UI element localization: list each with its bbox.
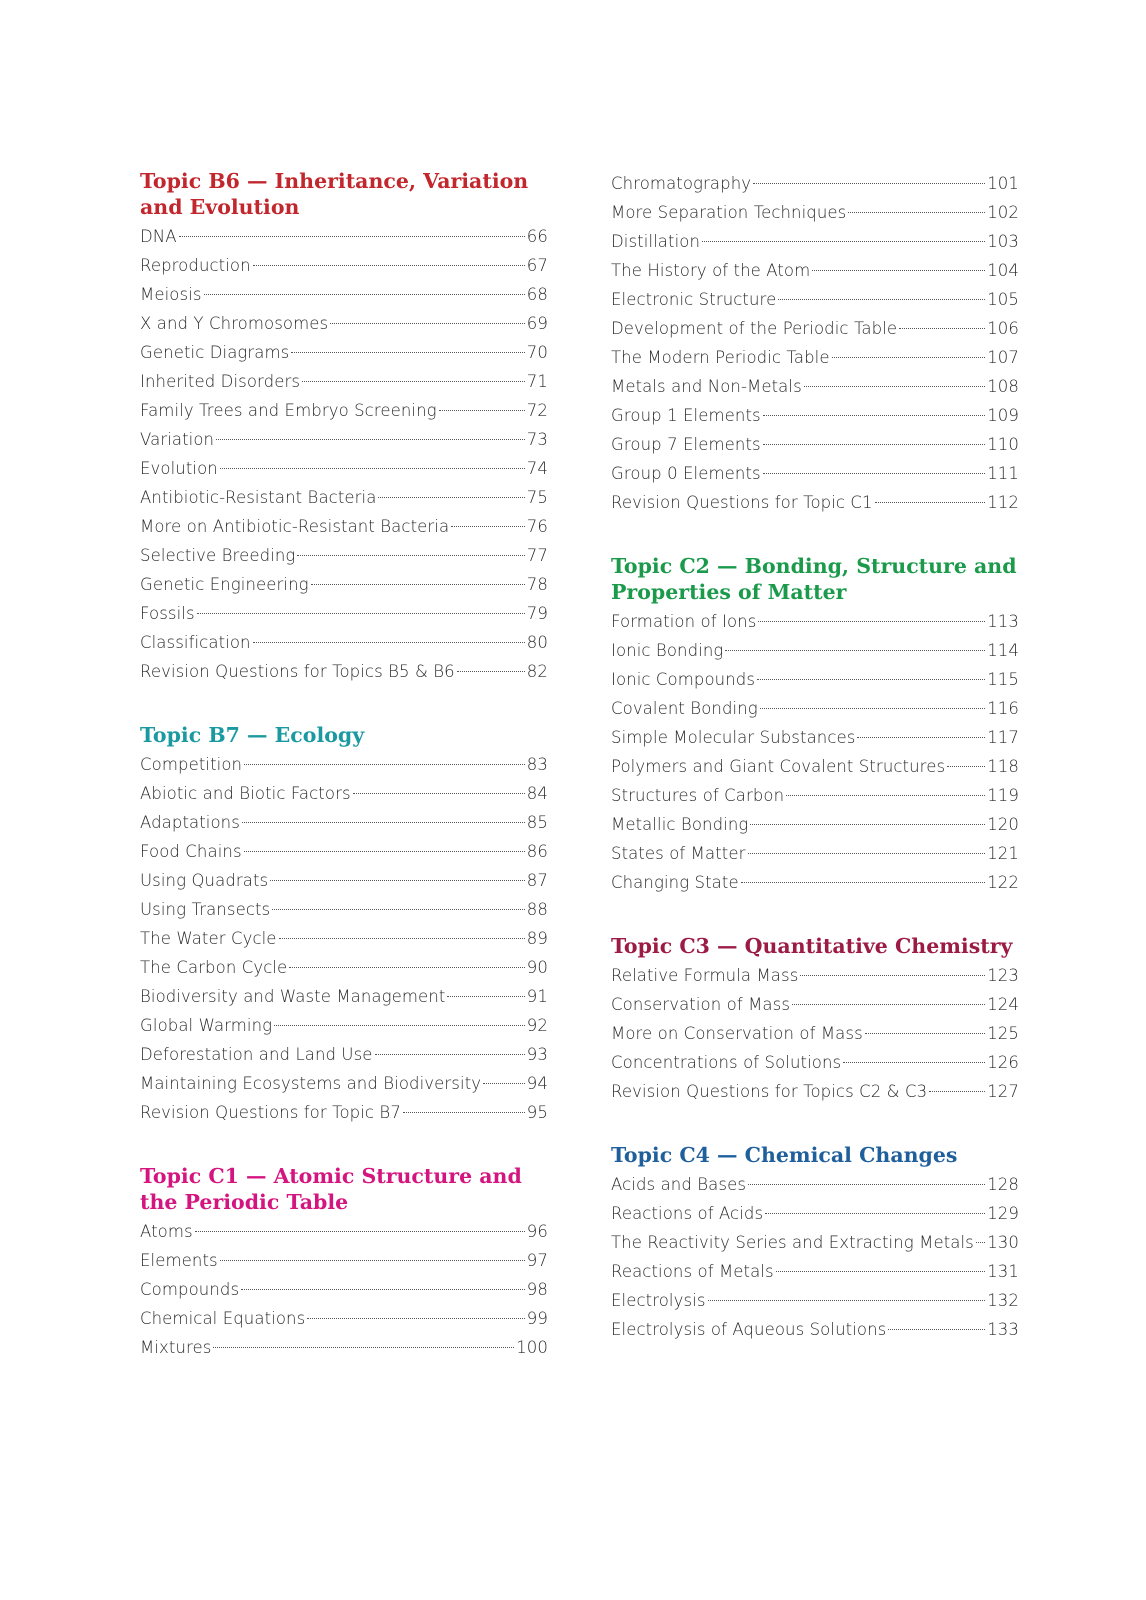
toc-entry[interactable]	[140, 222, 548, 251]
toc-entry-title: DNA	[140, 227, 177, 246]
toc-entry[interactable]	[611, 723, 1019, 752]
toc-entry-title: Classification	[140, 633, 251, 652]
dot-leader	[302, 381, 525, 382]
toc-entry-title: Chemical Equations	[140, 1309, 306, 1328]
toc-entry[interactable]	[611, 694, 1019, 723]
toc-entry-title: The Carbon Cycle	[140, 958, 288, 977]
toc-entry-title: Meiosis	[140, 285, 202, 304]
toc-entry-page-number: 96	[526, 1222, 548, 1241]
toc-entry-page-number: 127	[987, 1082, 1019, 1101]
toc-entry-title: Formation of Ions	[611, 612, 757, 631]
dot-leader	[291, 352, 524, 353]
toc-entry[interactable]	[611, 781, 1019, 810]
toc-entry[interactable]	[140, 1275, 548, 1304]
toc-entry-title: Ionic Bonding	[611, 641, 724, 660]
dot-leader	[307, 1318, 525, 1319]
toc-entry[interactable]	[611, 1257, 1019, 1286]
dot-leader	[888, 1329, 985, 1330]
toc-entry[interactable]	[140, 1040, 548, 1069]
dot-leader	[274, 1025, 525, 1026]
toc-entry[interactable]	[611, 636, 1019, 665]
dot-leader	[204, 294, 525, 295]
topic-heading: Topic C1 — Atomic Structure and the Periodic Table	[140, 1164, 522, 1214]
contents-right-column	[611, 168, 1019, 1380]
toc-entry[interactable]	[140, 982, 548, 1011]
toc-entry[interactable]	[140, 570, 548, 599]
dot-leader	[748, 1184, 985, 1185]
toc-entry-title: Structures of Carbon	[611, 786, 785, 805]
dot-leader	[279, 938, 525, 939]
toc-entry-title: Concentrations of Solutions	[611, 1053, 842, 1072]
dot-leader	[179, 236, 525, 237]
toc-entry-page-number: 108	[987, 377, 1019, 396]
dot-leader	[757, 679, 985, 680]
dot-leader	[899, 328, 985, 329]
toc-entry-title: Revision Questions for Topic C1	[611, 493, 873, 512]
toc-entry-title: Compounds	[140, 1280, 240, 1299]
toc-entry[interactable]	[140, 895, 548, 924]
toc-entry[interactable]	[140, 953, 548, 982]
dot-leader	[758, 621, 985, 622]
toc-entry-title: Atoms	[140, 1222, 193, 1241]
toc-entry-page-number: 94	[526, 1074, 548, 1093]
dot-leader	[253, 265, 525, 266]
toc-entry-title: Global Warming	[140, 1016, 273, 1035]
toc-entry-title: Adaptations	[140, 813, 240, 832]
toc-entry-page-number: 93	[526, 1045, 548, 1064]
toc-entry-page-number: 71	[526, 372, 548, 391]
toc-entry-page-number: 95	[526, 1103, 548, 1122]
toc-entry-title: Electronic Structure	[611, 290, 777, 309]
toc-entry-page-number: 117	[987, 728, 1019, 747]
dot-leader	[244, 764, 525, 765]
toc-entry-page-number: 89	[526, 929, 548, 948]
toc-entry-title: Evolution	[140, 459, 218, 478]
dot-leader	[786, 795, 985, 796]
toc-entry-page-number: 100	[516, 1338, 548, 1357]
toc-entry-page-number: 82	[526, 662, 548, 681]
dot-leader	[763, 415, 985, 416]
toc-entry-page-number: 77	[526, 546, 548, 565]
toc-entry[interactable]	[611, 459, 1019, 488]
toc-entry[interactable]	[611, 169, 1019, 198]
toc-entry-page-number: 97	[526, 1251, 548, 1270]
dot-leader	[812, 270, 985, 271]
toc-entry-title: Chromatography	[611, 174, 752, 193]
toc-entry[interactable]	[611, 1286, 1019, 1315]
toc-entry[interactable]	[611, 1019, 1019, 1048]
toc-entry-page-number: 101	[987, 174, 1019, 193]
topic-section	[611, 553, 1019, 897]
toc-entry-title: The History of the Atom	[611, 261, 811, 280]
toc-entry[interactable]	[140, 1011, 548, 1040]
toc-entry-title: Group 7 Elements	[611, 435, 761, 454]
toc-entry[interactable]	[611, 990, 1019, 1019]
dot-leader	[195, 1231, 525, 1232]
toc-entry[interactable]	[140, 1217, 548, 1246]
toc-entry-page-number: 74	[526, 459, 548, 478]
toc-entry[interactable]	[611, 314, 1019, 343]
toc-entry-title: Group 1 Elements	[611, 406, 761, 425]
toc-entry-page-number: 124	[987, 995, 1019, 1014]
toc-entry-page-number: 106	[987, 319, 1019, 338]
toc-entry-title: Group 0 Elements	[611, 464, 761, 483]
toc-entry-page-number: 129	[987, 1204, 1019, 1223]
toc-entry-title: Reactions of Acids	[611, 1204, 764, 1223]
toc-entry-page-number: 75	[526, 488, 548, 507]
topic-section	[611, 1142, 1019, 1344]
toc-entry-title: Conservation of Mass	[611, 995, 791, 1014]
toc-entry[interactable]	[611, 401, 1019, 430]
toc-entry-page-number: 113	[987, 612, 1019, 631]
dot-leader	[725, 650, 985, 651]
toc-entry-title: Metallic Bonding	[611, 815, 749, 834]
dot-leader	[213, 1347, 514, 1348]
toc-entry[interactable]	[611, 343, 1019, 372]
toc-entry-page-number: 128	[987, 1175, 1019, 1194]
toc-entry-page-number: 126	[987, 1053, 1019, 1072]
toc-entry[interactable]	[140, 808, 548, 837]
dot-leader	[447, 996, 524, 997]
toc-entry-title: Mixtures	[140, 1338, 212, 1357]
toc-entry-title: Covalent Bonding	[611, 699, 758, 718]
toc-entry-page-number: 132	[987, 1291, 1019, 1310]
toc-entry[interactable]	[611, 256, 1019, 285]
toc-entry-title: More Separation Techniques	[611, 203, 847, 222]
toc-entry-title: The Modern Periodic Table	[611, 348, 830, 367]
topic-section	[611, 169, 1019, 517]
dot-leader	[800, 975, 985, 976]
toc-entry-title: Revision Questions for Topics B5 & B6	[140, 662, 455, 681]
dot-leader	[353, 793, 525, 794]
toc-entry[interactable]	[140, 425, 548, 454]
toc-entry-title: Development of the Periodic Table	[611, 319, 898, 338]
toc-entry-page-number: 122	[987, 873, 1019, 892]
topic-heading: Topic B7 — Ecology	[140, 723, 365, 747]
toc-entry[interactable]	[611, 810, 1019, 839]
toc-entry-title: Family Trees and Embryo Screening	[140, 401, 437, 420]
topic-heading: Topic C2 — Bonding, Structure and Properties of Matter	[611, 554, 1017, 604]
toc-entry-page-number: 116	[987, 699, 1019, 718]
dot-leader	[708, 1300, 986, 1301]
toc-entry[interactable]	[140, 541, 548, 570]
toc-entry-page-number: 112	[987, 493, 1019, 512]
dot-leader	[311, 584, 525, 585]
toc-entry-title: Elements	[140, 1251, 218, 1270]
dot-leader	[857, 737, 985, 738]
toc-entry[interactable]	[140, 280, 548, 309]
dot-leader	[976, 1242, 985, 1243]
toc-entry-page-number: 87	[526, 871, 548, 890]
topic-heading: Topic C4 — Chemical Changes	[611, 1143, 958, 1167]
toc-entry[interactable]	[140, 1246, 548, 1275]
toc-entry-page-number: 67	[526, 256, 548, 275]
toc-entry[interactable]	[611, 1228, 1019, 1257]
toc-entry[interactable]	[140, 1304, 548, 1333]
toc-entry[interactable]	[611, 1048, 1019, 1077]
dot-leader	[244, 851, 525, 852]
toc-entry-page-number: 68	[526, 285, 548, 304]
toc-entry-page-number: 109	[987, 406, 1019, 425]
dot-leader	[929, 1091, 985, 1092]
dot-leader	[330, 323, 525, 324]
dot-leader	[289, 967, 524, 968]
dot-leader	[270, 880, 525, 881]
dot-leader	[875, 502, 986, 503]
toc-entry-page-number: 133	[987, 1320, 1019, 1339]
toc-entry[interactable]	[140, 779, 548, 808]
toc-entry-title: Using Transects	[140, 900, 271, 919]
toc-entry-title: Simple Molecular Substances	[611, 728, 856, 747]
toc-entry-title: Electrolysis	[611, 1291, 706, 1310]
dot-leader	[741, 882, 985, 883]
toc-entry-title: Antibiotic-Resistant Bacteria	[140, 488, 377, 507]
dot-leader	[804, 386, 985, 387]
dot-leader	[750, 824, 985, 825]
toc-entry-title: Variation	[140, 430, 215, 449]
toc-entry[interactable]	[611, 285, 1019, 314]
toc-entry[interactable]	[140, 750, 548, 779]
dot-leader	[865, 1033, 985, 1034]
toc-entry-page-number: 99	[526, 1309, 548, 1328]
topic-heading: Topic C3 — Quantitative Chemistry	[611, 934, 1013, 958]
toc-entry-page-number: 80	[526, 633, 548, 652]
dot-leader	[197, 613, 525, 614]
dot-leader	[763, 444, 985, 445]
toc-entry[interactable]	[140, 1333, 548, 1362]
dot-leader	[765, 1213, 985, 1214]
toc-entry-title: Relative Formula Mass	[611, 966, 799, 985]
toc-entry-title: Genetic Diagrams	[140, 343, 290, 362]
toc-entry-page-number: 104	[987, 261, 1019, 280]
topic-section	[140, 1163, 548, 1362]
toc-entry[interactable]	[140, 512, 548, 541]
toc-entry[interactable]	[611, 488, 1019, 517]
toc-entry-page-number: 86	[526, 842, 548, 861]
toc-entry-title: More on Conservation of Mass	[611, 1024, 863, 1043]
toc-entry[interactable]	[140, 396, 548, 425]
topic-section	[140, 722, 548, 1127]
toc-entry[interactable]	[611, 372, 1019, 401]
toc-entry[interactable]	[611, 1170, 1019, 1199]
topic-heading: Topic B6 — Inheritance, Variation and Evolution	[140, 169, 529, 219]
toc-entry[interactable]	[140, 628, 548, 657]
toc-entry-page-number: 111	[987, 464, 1019, 483]
topic-section	[611, 933, 1019, 1106]
toc-entry-page-number: 123	[987, 966, 1019, 985]
dot-leader	[297, 555, 524, 556]
toc-entry-page-number: 114	[987, 641, 1019, 660]
toc-entry-page-number: 131	[987, 1262, 1019, 1281]
toc-entry-page-number: 90	[526, 958, 548, 977]
toc-entry-title: Changing State	[611, 873, 739, 892]
dot-leader	[753, 183, 985, 184]
toc-entry-page-number: 78	[526, 575, 548, 594]
toc-entry-title: Food Chains	[140, 842, 242, 861]
toc-entry-page-number: 130	[987, 1233, 1019, 1252]
dot-leader	[947, 766, 985, 767]
toc-entry-page-number: 98	[526, 1280, 548, 1299]
toc-entry[interactable]	[140, 483, 548, 512]
toc-entry-page-number: 88	[526, 900, 548, 919]
toc-entry-page-number: 69	[526, 314, 548, 333]
toc-entry[interactable]	[611, 961, 1019, 990]
toc-entry-title: Polymers and Giant Covalent Structures	[611, 757, 946, 776]
toc-entry-page-number: 115	[987, 670, 1019, 689]
toc-entry-title: Ionic Compounds	[611, 670, 756, 689]
toc-entry-title: States of Matter	[611, 844, 746, 863]
toc-entry-title: The Reactivity Series and Extracting Metals	[611, 1233, 974, 1252]
toc-entry[interactable]	[140, 866, 548, 895]
dot-leader	[220, 1260, 525, 1261]
dot-leader	[216, 439, 525, 440]
dot-leader	[483, 1083, 525, 1084]
toc-entry-page-number: 79	[526, 604, 548, 623]
toc-entry-page-number: 118	[987, 757, 1019, 776]
dot-leader	[457, 671, 525, 672]
toc-entry-page-number: 120	[987, 815, 1019, 834]
dot-leader	[253, 642, 525, 643]
toc-entry[interactable]	[140, 599, 548, 628]
toc-entry-title: X and Y Chromosomes	[140, 314, 329, 333]
toc-entry[interactable]	[140, 338, 548, 367]
toc-entry[interactable]	[611, 839, 1019, 868]
dot-leader	[848, 212, 985, 213]
toc-entry-title: Abiotic and Biotic Factors	[140, 784, 351, 803]
toc-entry-page-number: 91	[526, 987, 548, 1006]
toc-entry-title: Maintaining Ecosystems and Biodiversity	[140, 1074, 482, 1093]
toc-entry-page-number: 110	[987, 435, 1019, 454]
toc-entry-page-number: 92	[526, 1016, 548, 1035]
dot-leader	[763, 473, 985, 474]
dot-leader	[843, 1062, 985, 1063]
toc-entry-title: More on Antibiotic-Resistant Bacteria	[140, 517, 450, 536]
toc-entry-title: Distillation	[611, 232, 701, 251]
dot-leader	[792, 1004, 985, 1005]
toc-entry-page-number: 66	[526, 227, 548, 246]
toc-entry-page-number: 102	[987, 203, 1019, 222]
toc-entry-page-number: 103	[987, 232, 1019, 251]
toc-entry[interactable]	[140, 309, 548, 338]
toc-entry-page-number: 125	[987, 1024, 1019, 1043]
toc-entry-page-number: 121	[987, 844, 1019, 863]
toc-entry-page-number: 85	[526, 813, 548, 832]
toc-entry-title: Revision Questions for Topics C2 & C3	[611, 1082, 928, 1101]
toc-entry-title: Fossils	[140, 604, 195, 623]
dot-leader	[760, 708, 985, 709]
toc-entry-page-number: 83	[526, 755, 548, 774]
dot-leader	[748, 853, 986, 854]
toc-entry[interactable]	[611, 607, 1019, 636]
toc-entry[interactable]	[611, 430, 1019, 459]
toc-entry[interactable]	[140, 837, 548, 866]
topic-section	[140, 168, 548, 686]
toc-entry-page-number: 76	[526, 517, 548, 536]
dot-leader	[451, 526, 525, 527]
toc-entry-page-number: 107	[987, 348, 1019, 367]
toc-entry[interactable]	[611, 1199, 1019, 1228]
dot-leader	[776, 1271, 986, 1272]
toc-entry[interactable]	[611, 1077, 1019, 1106]
toc-entry[interactable]	[611, 227, 1019, 256]
dot-leader	[220, 468, 525, 469]
toc-entry[interactable]	[140, 924, 548, 953]
dot-leader	[439, 410, 525, 411]
toc-entry[interactable]	[140, 367, 548, 396]
toc-entry-title: Electrolysis of Aqueous Solutions	[611, 1320, 887, 1339]
toc-entry-title: Biodiversity and Waste Management	[140, 987, 446, 1006]
toc-entry[interactable]	[611, 198, 1019, 227]
toc-entry-title: Metals and Non-Metals	[611, 377, 802, 396]
toc-entry-page-number: 84	[526, 784, 548, 803]
dot-leader	[778, 299, 985, 300]
toc-entry-page-number: 119	[987, 786, 1019, 805]
toc-entry-title: Genetic Engineering	[140, 575, 309, 594]
dot-leader	[242, 822, 525, 823]
toc-entry[interactable]	[611, 868, 1019, 897]
toc-entry-title: Inherited Disorders	[140, 372, 301, 391]
dot-leader	[241, 1289, 525, 1290]
toc-entry[interactable]	[611, 752, 1019, 781]
contents-left-column	[140, 168, 548, 1398]
dot-leader	[375, 1054, 525, 1055]
toc-entry[interactable]	[611, 1315, 1019, 1344]
toc-entry-title: Acids and Bases	[611, 1175, 747, 1194]
toc-entry-page-number: 70	[526, 343, 548, 362]
dot-leader	[403, 1112, 525, 1113]
toc-entry[interactable]	[140, 1069, 548, 1098]
dot-leader	[702, 241, 985, 242]
toc-entry-title: Reactions of Metals	[611, 1262, 774, 1281]
toc-entry[interactable]	[140, 1098, 548, 1127]
toc-entry-title: Competition	[140, 755, 243, 774]
toc-entry-title: Using Quadrats	[140, 871, 269, 890]
dot-leader	[272, 909, 525, 910]
toc-entry[interactable]	[140, 251, 548, 280]
toc-entry[interactable]	[611, 665, 1019, 694]
toc-entry-title: Deforestation and Land Use	[140, 1045, 373, 1064]
toc-entry-title: The Water Cycle	[140, 929, 277, 948]
toc-entry-page-number: 105	[987, 290, 1019, 309]
toc-entry-title: Reproduction	[140, 256, 251, 275]
toc-entry-title: Selective Breeding	[140, 546, 296, 565]
toc-entry-page-number: 73	[526, 430, 548, 449]
toc-entry-page-number: 72	[526, 401, 548, 420]
toc-entry-title: Revision Questions for Topic B7	[140, 1103, 401, 1122]
toc-entry[interactable]	[140, 454, 548, 483]
dot-leader	[378, 497, 524, 498]
dot-leader	[832, 357, 986, 358]
toc-entry[interactable]	[140, 657, 548, 686]
